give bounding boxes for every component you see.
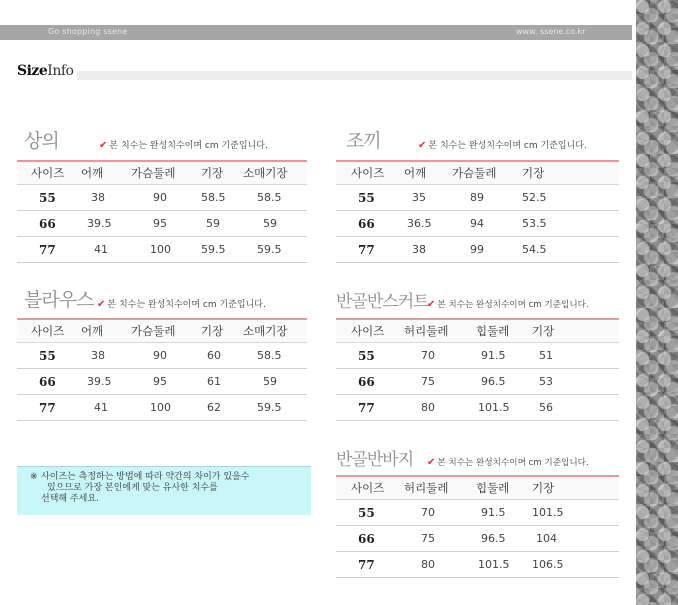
size-table-vest (336, 160, 619, 263)
size-cell: 55 (336, 343, 400, 369)
shop-url: www. ssene.co.kr (516, 27, 586, 36)
section-title: 반골반스커트 (336, 292, 429, 312)
size-cell: 77 (336, 237, 404, 263)
size-cell: 77 (17, 395, 81, 421)
size-cell: 55 (336, 500, 400, 526)
table-cell: 95 (131, 369, 201, 395)
section-top (17, 130, 307, 153)
col-header: 소매기장 (243, 319, 307, 343)
section-header (336, 450, 626, 470)
col-header: 기장 (201, 319, 243, 343)
col-header: 기장 (532, 476, 619, 500)
size-note: ✔ 본 치수는 완성치수이며 cm 기준입니다. (427, 299, 589, 310)
table-cell: 95 (131, 211, 201, 237)
page-title (17, 63, 73, 85)
col-header: 힙둘레 (476, 476, 532, 500)
col-header: 사이즈 (336, 161, 404, 185)
check-icon: ✔ (427, 457, 436, 468)
table-cell: 75 (400, 369, 476, 395)
table-cell: 60 (201, 343, 243, 369)
size-table-blouse (17, 318, 307, 421)
table-header-row (336, 476, 619, 500)
section-title: 상의 (24, 130, 59, 152)
table-cell: 39.5 (81, 369, 131, 395)
size-cell: 77 (336, 552, 400, 578)
table-row (336, 395, 619, 421)
page-title-light: Info (47, 63, 74, 79)
table-cell: 62 (201, 395, 243, 421)
table-cell: 38 (404, 237, 452, 263)
table-row (17, 185, 307, 211)
col-header: 허리둘레 (400, 319, 476, 343)
col-header: 어깨 (81, 161, 131, 185)
table-cell: 35 (404, 185, 452, 211)
size-cell: 66 (336, 526, 400, 552)
table-cell: 106.5 (532, 552, 619, 578)
table-cell: 36.5 (404, 211, 452, 237)
table-cell: 90 (131, 343, 201, 369)
section-header (17, 289, 307, 312)
table-cell: 38 (81, 343, 131, 369)
table-cell: 91.5 (476, 343, 532, 369)
reference-mark-icon: ※ (30, 472, 38, 482)
table-cell: 54.5 (522, 237, 619, 263)
table-cell: 59 (201, 211, 243, 237)
section-title: 반골반바지 (336, 450, 414, 470)
size-cell: 66 (336, 369, 400, 395)
col-header: 허리둘레 (400, 476, 476, 500)
col-header: 가슴둘레 (131, 161, 201, 185)
table-header-row (17, 319, 307, 343)
table-row (336, 343, 619, 369)
check-icon: ✔ (418, 140, 427, 151)
col-header: 가슴둘레 (452, 161, 522, 185)
table-cell: 59 (243, 211, 307, 237)
table-cell: 90 (131, 185, 201, 211)
size-cell: 55 (17, 343, 81, 369)
col-header: 힙둘레 (476, 319, 532, 343)
col-header: 기장 (522, 161, 619, 185)
table-row (17, 395, 307, 421)
table-cell: 91.5 (476, 500, 532, 526)
table-cell: 59 (243, 369, 307, 395)
size-note: ✔ 본 치수는 완성치수이며 cm 기준입니다. (427, 457, 589, 468)
size-note: ✔ 본 치수는 완성치수이며 cm 기준입니다. (97, 299, 266, 310)
table-row (336, 500, 619, 526)
table-cell: 96.5 (476, 526, 532, 552)
table-cell: 58.5 (201, 185, 243, 211)
top-bar (0, 25, 632, 40)
size-cell: 55 (17, 185, 81, 211)
col-header: 사이즈 (17, 161, 81, 185)
table-cell: 99 (452, 237, 522, 263)
table-row (336, 369, 619, 395)
table-header-row (17, 161, 307, 185)
check-icon: ✔ (99, 140, 108, 151)
table-row (336, 237, 619, 263)
section-title: 조끼 (346, 130, 381, 152)
table-cell: 53.5 (522, 211, 619, 237)
section-header (336, 130, 621, 153)
section-title: 블라우스 (24, 289, 94, 311)
col-header: 사이즈 (336, 476, 400, 500)
table-cell: 100 (131, 395, 201, 421)
table-cell: 80 (400, 552, 476, 578)
size-table-pants (336, 475, 619, 578)
size-table-top (17, 160, 307, 263)
col-header: 기장 (201, 161, 243, 185)
table-cell: 56 (532, 395, 619, 421)
table-cell: 101.5 (476, 395, 532, 421)
size-cell: 77 (336, 395, 400, 421)
size-cell: 66 (336, 211, 404, 237)
table-cell: 52.5 (522, 185, 619, 211)
table-row (336, 552, 619, 578)
table-cell: 61 (201, 369, 243, 395)
table-cell: 70 (400, 343, 476, 369)
notice-line: 사이즈는 측정하는 방법에 따라 약간의 차이가 있을수 (41, 472, 250, 482)
check-icon: ✔ (427, 299, 436, 310)
section-blouse (17, 289, 307, 312)
size-cell: 66 (17, 211, 81, 237)
section-pants (336, 450, 626, 470)
section-header (336, 292, 626, 312)
table-row (17, 343, 307, 369)
table-row (17, 211, 307, 237)
table-cell: 41 (81, 395, 131, 421)
table-cell: 101.5 (532, 500, 619, 526)
table-cell: 70 (400, 500, 476, 526)
table-cell: 51 (532, 343, 619, 369)
table-cell: 96.5 (476, 369, 532, 395)
table-cell: 58.5 (243, 343, 307, 369)
table-cell: 80 (400, 395, 476, 421)
table-row (17, 237, 307, 263)
size-cell: 77 (17, 237, 81, 263)
notice-line: 선택해 주세요. (41, 494, 99, 504)
table-cell: 59.5 (243, 237, 307, 263)
decorative-side-strip (636, 0, 678, 605)
table-row (336, 185, 619, 211)
section-vest (336, 130, 621, 153)
table-cell: 100 (131, 237, 201, 263)
col-header: 소매기장 (243, 161, 307, 185)
size-table-skirt (336, 318, 619, 421)
notice-line: 있으므로 가장 본인에게 맞는 유사한 치수를 (47, 483, 218, 493)
size-note: ✔ 본 치수는 완성치수이며 cm 기준입니다. (99, 140, 268, 151)
table-cell: 59.5 (243, 395, 307, 421)
table-cell: 75 (400, 526, 476, 552)
table-cell: 58.5 (243, 185, 307, 211)
col-header: 어깨 (81, 319, 131, 343)
col-header: 가슴둘레 (131, 319, 201, 343)
table-header-row (336, 319, 619, 343)
size-cell: 55 (336, 185, 404, 211)
table-cell: 38 (81, 185, 131, 211)
col-header: 사이즈 (336, 319, 400, 343)
table-cell: 89 (452, 185, 522, 211)
table-cell: 101.5 (476, 552, 532, 578)
table-cell: 94 (452, 211, 522, 237)
table-cell: 59.5 (201, 237, 243, 263)
table-row (17, 369, 307, 395)
table-header-row (336, 161, 619, 185)
table-row (336, 526, 619, 552)
section-header (17, 130, 307, 153)
col-header: 사이즈 (17, 319, 81, 343)
size-cell: 66 (17, 369, 81, 395)
table-cell: 41 (81, 237, 131, 263)
check-icon: ✔ (97, 299, 106, 310)
table-cell: 39.5 (81, 211, 131, 237)
col-header: 어깨 (404, 161, 452, 185)
measurement-notice (17, 466, 311, 515)
table-cell: 53 (532, 369, 619, 395)
table-row (336, 211, 619, 237)
page-title-bold: Size (17, 63, 48, 79)
shop-slogan: Go shopping ssene (48, 27, 128, 36)
title-divider (77, 71, 632, 80)
size-note: ✔ 본 치수는 완성치수이며 cm 기준입니다. (418, 140, 587, 151)
table-cell: 104 (532, 526, 619, 552)
section-skirt (336, 292, 626, 312)
notice-text (41, 472, 311, 505)
col-header: 기장 (532, 319, 619, 343)
